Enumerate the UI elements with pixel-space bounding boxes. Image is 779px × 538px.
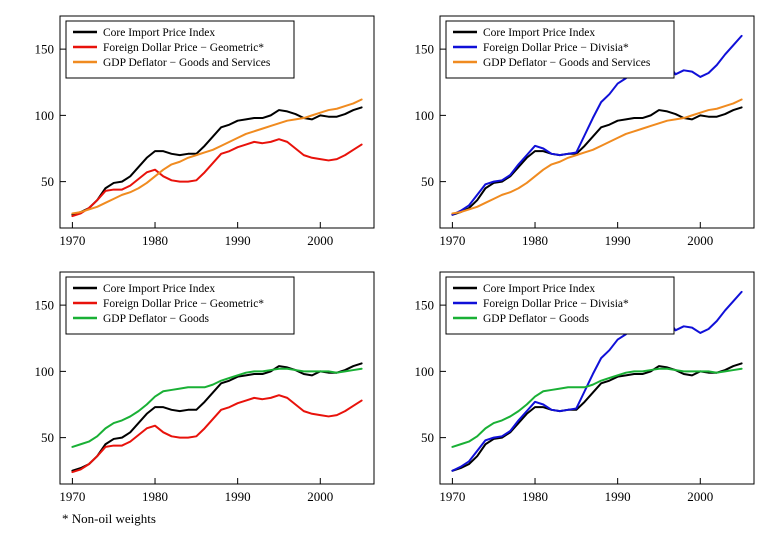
- series-line-2: [72, 369, 361, 447]
- x-tick-label: 1990: [604, 233, 631, 248]
- legend-label-2: GDP Deflator − Goods and Services: [103, 57, 271, 69]
- x-tick-label: 1970: [439, 233, 466, 248]
- x-tick-label: 1970: [59, 233, 86, 248]
- y-tick-label: 150: [414, 297, 434, 313]
- y-tick-label: 50: [421, 174, 434, 190]
- y-tick-label: 150: [414, 41, 434, 57]
- legend-label-0: Core Import Price Index: [103, 27, 216, 39]
- legend-label-2: GDP Deflator − Goods: [483, 313, 590, 325]
- legend-label-1: Foreign Dollar Price − Geometric*: [103, 42, 265, 54]
- legend-label-0: Core Import Price Index: [483, 283, 596, 295]
- y-tick-label: 150: [34, 41, 54, 57]
- y-tick-label: 100: [34, 363, 54, 379]
- x-tick-label: 1990: [224, 233, 251, 248]
- x-tick-label: 1970: [439, 489, 466, 504]
- y-tick-label: 50: [421, 430, 434, 446]
- y-tick-label: 50: [41, 174, 54, 190]
- legend-label-0: Core Import Price Index: [483, 27, 596, 39]
- x-tick-label: 1980: [142, 233, 169, 248]
- series-line-1: [72, 139, 361, 216]
- x-tick-label: 1990: [224, 489, 251, 504]
- x-tick-label: 2000: [687, 233, 714, 248]
- legend-label-1: Foreign Dollar Price − Geometric*: [103, 298, 265, 310]
- y-tick-label: 100: [414, 363, 434, 379]
- legend-label-2: GDP Deflator − Goods and Services: [483, 57, 651, 69]
- legend-label-1: Foreign Dollar Price − Divisia*: [483, 42, 629, 54]
- x-tick-label: 2000: [307, 233, 334, 248]
- series-line-2: [452, 369, 741, 447]
- y-tick-label: 100: [414, 107, 434, 123]
- x-tick-label: 1980: [522, 489, 549, 504]
- series-line-0: [72, 363, 361, 470]
- series-line-0: [452, 363, 741, 470]
- legend-label-0: Core Import Price Index: [103, 283, 216, 295]
- x-tick-label: 2000: [687, 489, 714, 504]
- legend-label-2: GDP Deflator − Goods: [103, 313, 210, 325]
- y-tick-label: 100: [34, 107, 54, 123]
- x-tick-label: 1970: [59, 489, 86, 504]
- series-line-1: [72, 395, 361, 472]
- x-tick-label: 1980: [142, 489, 169, 504]
- y-tick-label: 150: [34, 297, 54, 313]
- panel-bottom-right: [398, 262, 770, 518]
- x-tick-label: 1990: [604, 489, 631, 504]
- panel-bottom-left: [18, 262, 390, 518]
- x-tick-label: 2000: [307, 489, 334, 504]
- y-tick-label: 50: [41, 430, 54, 446]
- panel-top-right: [398, 6, 770, 262]
- x-tick-label: 1980: [522, 233, 549, 248]
- panel-top-left: [18, 6, 390, 262]
- legend-label-1: Foreign Dollar Price − Divisia*: [483, 298, 629, 310]
- footnote-text: * Non-oil weights: [62, 511, 156, 526]
